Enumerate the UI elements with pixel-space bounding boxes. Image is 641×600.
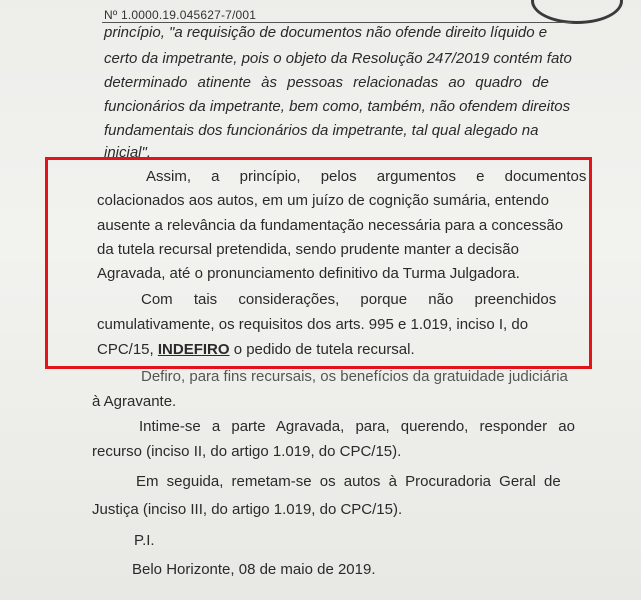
decision-prefix: CPC/15,	[97, 341, 158, 358]
highlight-line: da tutela recursal pretendida, sendo prudente manter a decisão	[97, 241, 519, 258]
court-seal	[531, 0, 623, 24]
quote-line: inicial".	[104, 144, 152, 161]
highlight-line: cumulativamente, os requisitos dos arts. 995 e 1.019, inciso I, do	[97, 316, 529, 333]
closing-line: à Agravante.	[92, 393, 177, 410]
decision-keyword: INDEFIRO	[157, 341, 230, 358]
date-line: Belo Horizonte, 08 de maio de 2019.	[132, 561, 376, 578]
highlight-line: Agravada, até o pronunciamento definitivo da Turma Julgadora.	[97, 265, 520, 282]
highlight-line: Com tais considerações, porque não preenchidos	[141, 291, 557, 308]
highlight-line: Assim, a princípio, pelos argumentos e documentos	[146, 168, 587, 185]
header-rule	[102, 22, 572, 23]
closing-line: Defiro, para fins recursais, os benefícios da gratuidade judiciária	[141, 368, 568, 385]
highlight-line: colacionados aos autos, em um juízo de cognição sumária, entendo	[97, 192, 549, 209]
quote-line: certo da impetrante, pois o objeto da Resolução 247/2019 contém fato	[104, 50, 572, 67]
process-number: Nº 1.0000.19.045627-7/001	[104, 8, 257, 22]
red-highlight-box	[45, 157, 592, 369]
quote-line: fundamentais dos funcionários da impetrante, tal qual alegado na	[104, 122, 539, 139]
closing-line: Justiça (inciso III, do artigo 1.019, do CPC/15).	[92, 501, 403, 518]
decision-suffix: o pedido de tutela recursal.	[229, 341, 415, 358]
closing-line: Em seguida, remetam-se os autos à Procuradoria Geral de	[136, 473, 561, 490]
quote-line: funcionários da impetrante, bem como, também, não ofendem direitos	[104, 98, 571, 115]
closing-line: P.I.	[134, 532, 155, 549]
quote-line: determinado atinente às pessoas relacionadas ao quadro de	[104, 74, 549, 91]
closing-line: recurso (inciso II, do artigo 1.019, do CPC/15).	[92, 443, 402, 460]
quote-line: princípio, "a requisição de documentos não ofende direito líquido e	[104, 24, 548, 41]
highlight-line: ausente a relevância da fundamentação necessária para a concessão	[97, 217, 564, 234]
closing-line: Intime-se a parte Agravada, para, querendo, responder ao	[139, 418, 575, 435]
